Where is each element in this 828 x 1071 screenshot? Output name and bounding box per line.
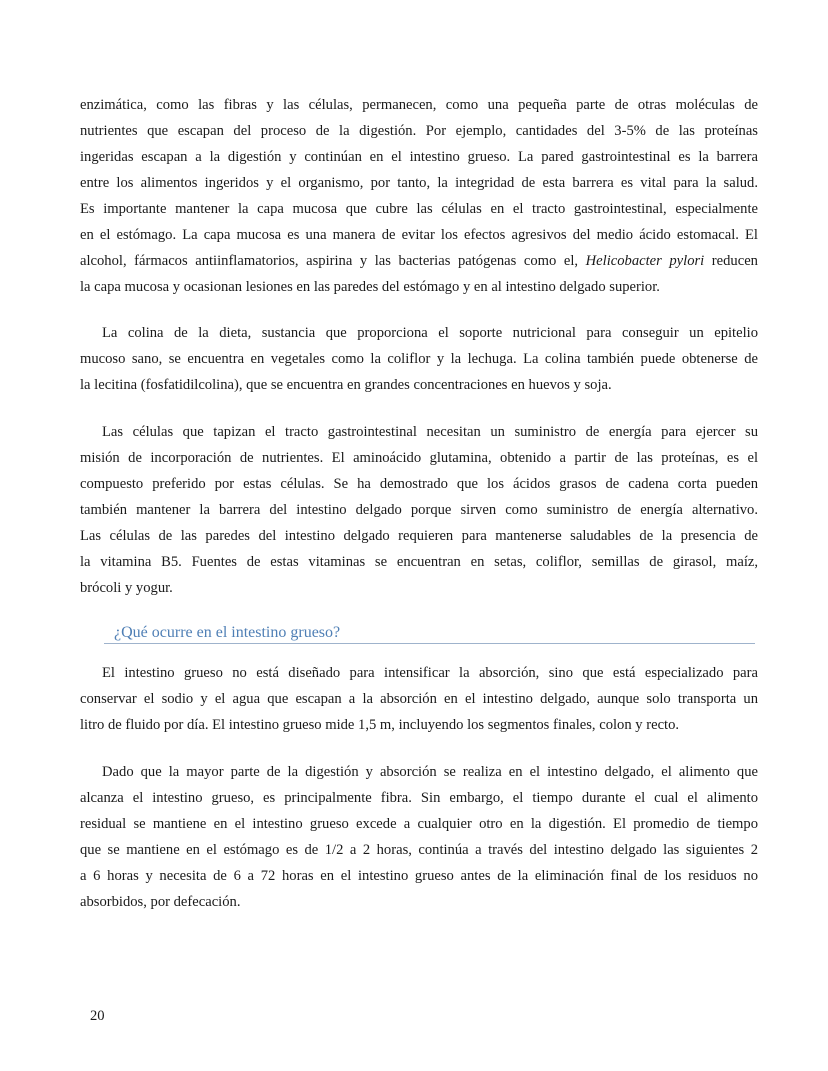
text-line: compuesto preferido por estas células. Se ha demostrado que los ácidos grasos de cadena corta pueden (80, 476, 758, 492)
paragraph-glutamina (80, 419, 758, 601)
text-line: enzimática, como las fibras y las células, permanecen, como una pequeña parte de otras moléculas de (80, 97, 758, 113)
text-line: la vitamina B5. Fuentes de estas vitaminas se encuentran en setas, coliflor, semillas de girasol, maíz, (80, 554, 758, 570)
text-line: que se mantiene en el estómago es de 1/2 a 2 horas, continúa a través del intestino delgado las siguientes 2 (80, 842, 758, 858)
text-line: Dado que la mayor parte de la digestión y absorción se realiza en el intestino delgado, el alimento que (102, 764, 758, 780)
text-line: Las células de las paredes del intestino delgado requieren para mantenerse saludables de la presencia de (80, 528, 758, 544)
text-line: La colina de la dieta, sustancia que proporciona el soporte nutricional para conseguir un epitelio (102, 325, 758, 341)
text-line: Es importante mantener la capa mucosa que cubre las células en el tracto gastrointestinal, especialmente (80, 201, 758, 217)
text-line: ingeridas escapan a la digestión y continúan en el intestino grueso. La pared gastrointestinal es la barrera (80, 149, 758, 165)
text-line: nutrientes que escapan del proceso de la digestión. Por ejemplo, cantidades del 3-5% de las proteínas (80, 123, 758, 139)
text-line: alcanza el intestino grueso, es principalmente fibra. Sin embargo, el tiempo durante el cual el alimento (80, 790, 758, 806)
paragraph-mucosa (80, 92, 758, 300)
paragraph-digestion-tiempo (80, 759, 758, 915)
text-line: a 6 horas y necesita de 6 a 72 horas en el intestino grueso antes de la eliminación final de los residuos no (80, 868, 758, 884)
text-line: conservar el sodio y el agua que escapan a la absorción en el intestino delgado, aunque solo transporta un (80, 691, 758, 707)
page-number: 20 (90, 1008, 105, 1024)
text-line: la lecitina (fosfatidilcolina), que se encuentra en grandes concentraciones en huevos y soja. (80, 377, 612, 393)
species-name: Helicobacter pylori (585, 253, 705, 269)
text-line: El intestino grueso no está diseñado para intensificar la absorción, sino que está especializado para (102, 665, 758, 681)
text-line: litro de fluido por día. El intestino grueso mide 1,5 m, incluyendo los segmentos finales, colon y recto. (80, 717, 680, 733)
text-line: residual se mantiene en el intestino grueso excede a cualquier otro en la digestión. El promedio de tiempo (80, 816, 758, 832)
text-line: Las células que tapizan el tracto gastrointestinal necesitan un suministro de energía para ejercer su (102, 424, 758, 440)
text-line: en el estómago. La capa mucosa es una manera de evitar los efectos agresivos del medio ácido estomacal. El (80, 227, 758, 243)
text-line: alcohol, fármacos antiinflamatorios, aspirina y las bacterias patógenas como el, Helicobacter pylori reducen (80, 253, 758, 269)
text-line: misión de incorporación de nutrientes. El aminoácido glutamina, obtenido a partir de las proteínas, es el (80, 450, 758, 466)
text-line: la capa mucosa y ocasionan lesiones en las paredes del estómago y en al intestino delgado superior. (80, 279, 660, 295)
text-line: entre los alimentos ingeridos y el organismo, por tanto, la integridad de esta barrera es vital para la salud. (80, 175, 758, 191)
text-line: brócoli y yogur. (80, 580, 173, 596)
paragraph-intestino-grueso (80, 660, 758, 738)
paragraph-colina (80, 320, 758, 398)
text-line: absorbidos, por defecación. (80, 894, 241, 910)
text-line: mucoso sano, se encuentra en vegetales como la coliflor y la lechuga. La colina también puede obtenerse de (80, 351, 758, 367)
section-heading: ¿Qué ocurre en el intestino grueso? (104, 622, 755, 644)
text-line: también mantener la barrera del intestino delgado porque sirven como suministro de energía alternativo. (80, 502, 758, 518)
